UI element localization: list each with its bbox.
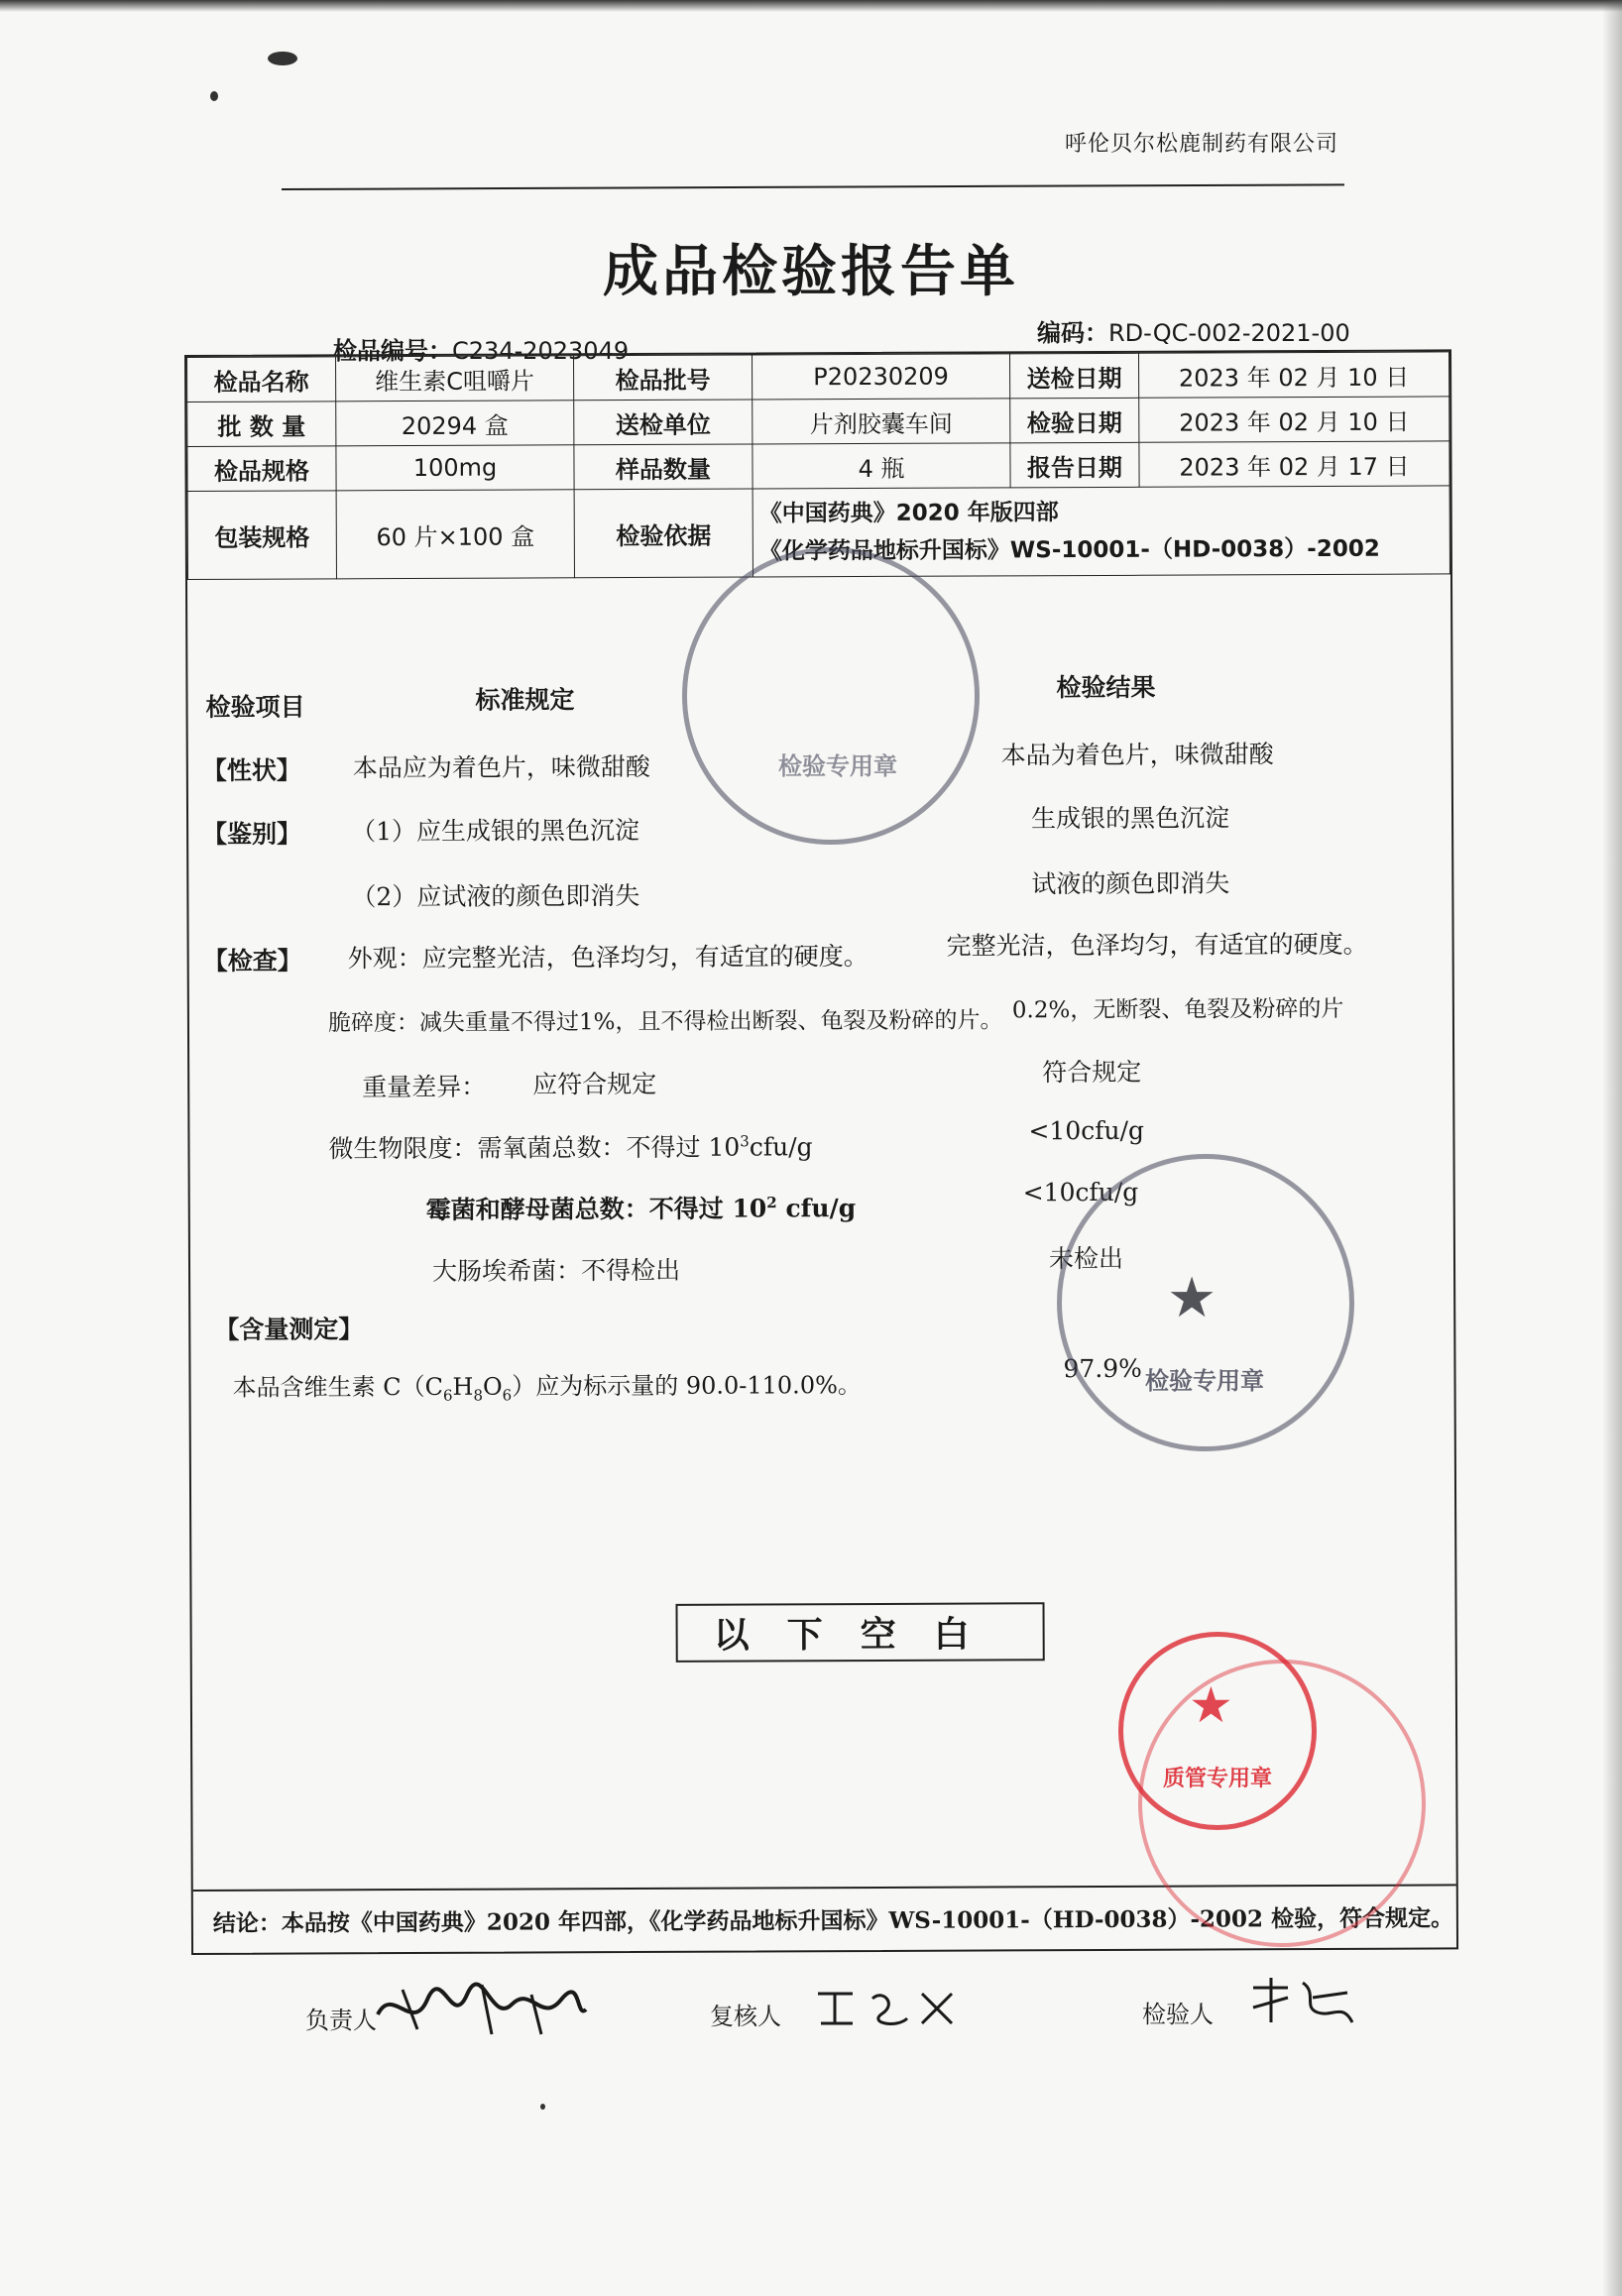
document-code-label: 编码： — [1037, 319, 1108, 347]
header-rule — [282, 183, 1344, 190]
submit-date-value: 2023 年 02 月 10 日 — [1139, 352, 1449, 398]
inspection-number-label: 检品编号： — [333, 337, 452, 365]
microbial-unit: cfu/g — [749, 1132, 813, 1162]
weight-variation-standard: 应符合规定 — [532, 1069, 657, 1099]
submit-date-label: 送检日期 — [1010, 353, 1139, 399]
sample-quantity-value: 4 瓶 — [753, 443, 1010, 489]
basis-line-1: 《中国药典》2020 年版四部 — [758, 500, 1059, 527]
scan-speck — [540, 2104, 545, 2110]
weight-variation-result: 符合规定 — [1042, 1057, 1142, 1088]
submit-unit-label: 送检单位 — [574, 400, 753, 445]
basis-label: 检验依据 — [574, 489, 753, 578]
inspection-stamp — [682, 547, 980, 845]
column-item: 检验项目 — [205, 692, 305, 722]
spec-label: 检品规格 — [187, 446, 336, 492]
appearance-check-result: 完整光洁，色泽均匀，有适宜的硬度。 — [946, 929, 1368, 961]
appearance-label: 【性状】 — [201, 755, 301, 785]
quality-stamp-outer-ring — [1138, 1660, 1426, 1947]
column-standard: 标准规定 — [475, 685, 575, 715]
product-name-label: 检品名称 — [187, 357, 336, 402]
report-date-label: 报告日期 — [1010, 442, 1139, 488]
mold-yeast-unit: cfu/g — [776, 1194, 857, 1223]
assay-subscript: 6 — [502, 1386, 513, 1405]
ecoli-standard: 大肠埃希菌：不得检出 — [431, 1255, 681, 1286]
inspection-stamp-2-text: 检验专用章 — [1145, 1367, 1264, 1395]
inspector-label: 检验人 — [1142, 2001, 1214, 2028]
microbial-result: <10cfu/g — [1028, 1115, 1145, 1146]
document-code — [1037, 313, 1350, 348]
reviewer-signature — [813, 1979, 972, 2038]
assay-label: 【含量测定】 — [214, 1315, 364, 1344]
conclusion: 结论：本品按《中国药典》2020 年四部，《化学药品地标升国标》WS-10001-（HD-0038）-2002 检验，符合规定。 — [212, 1904, 1454, 1937]
microbial-standard-text: 微生物限度：需氧菌总数：不得过 10 — [328, 1132, 741, 1164]
package-value: 60 片×100 盒 — [336, 490, 574, 579]
mold-yeast-standard — [426, 1189, 857, 1226]
assay-subscript: 8 — [473, 1386, 484, 1405]
inspection-stamp-2 — [1057, 1154, 1354, 1451]
inspect-date-label: 检验日期 — [1010, 398, 1139, 443]
mold-yeast-result: <10cfu/g — [1022, 1177, 1139, 1207]
scan-speck — [268, 52, 297, 65]
scan-top-edge — [0, 0, 1622, 12]
microbial-standard — [328, 1127, 812, 1165]
submit-unit-value: 片剂胶囊车间 — [753, 399, 1010, 444]
microbial-exponent: 3 — [740, 1132, 750, 1151]
quantity-value: 20294 盒 — [336, 401, 574, 446]
check-label: 【检查】 — [202, 946, 302, 976]
appearance-standard: 本品应为着色片，味微甜酸 — [352, 751, 650, 783]
scan-speck — [210, 91, 218, 101]
assay-result: 97.9% — [1063, 1353, 1142, 1384]
product-name-value: 维生素C咀嚼片 — [336, 356, 574, 402]
weight-variation-label: 重量差异： — [362, 1072, 487, 1102]
assay-standard-text: 本品含维生素 C（C — [232, 1372, 443, 1402]
batch-number-label: 检品批号 — [574, 355, 753, 401]
report-title: 成品检验报告单 — [603, 240, 1019, 304]
star-icon: ★ — [1167, 1266, 1217, 1330]
identification-1-result: 生成银的黑色沉淀 — [1030, 803, 1230, 834]
column-result: 检验结果 — [1056, 672, 1156, 703]
document-code-value: RD-QC-002-2021-00 — [1108, 319, 1350, 347]
blank-below-mark: 以下空白 — [676, 1602, 1045, 1663]
mold-yeast-standard-text: 霉菌和酵母菌总数：不得过 10 — [425, 1194, 767, 1224]
responsible-person-label: 负责人 — [305, 2007, 377, 2034]
inspection-stamp-text: 检验专用章 — [778, 752, 897, 780]
assay-standard-suffix: ）应为标示量的 90.0-110.0%。 — [512, 1371, 862, 1401]
inspection-number-value: C234-2023049 — [452, 337, 630, 365]
identification-2-standard: （2）应试液的颜色即消失 — [351, 881, 640, 912]
assay-subscript: 6 — [442, 1386, 453, 1405]
batch-number-value: P20230209 — [753, 354, 1010, 400]
inspect-date-value: 2023 年 02 月 10 日 — [1139, 397, 1449, 442]
identification-label: 【鉴别】 — [202, 819, 302, 849]
ecoli-result: 未检出 — [1048, 1243, 1124, 1274]
identification-2-result: 试液的颜色即消失 — [1031, 868, 1230, 899]
appearance-check-standard: 外观：应完整光洁，色泽均匀，有适宜的硬度。 — [347, 941, 869, 974]
assay-formula-part: O — [482, 1372, 503, 1401]
inspector-signature — [1243, 1973, 1362, 2032]
appearance-result: 本品为着色片，味微甜酸 — [1000, 740, 1274, 770]
package-label: 包装规格 — [187, 491, 336, 580]
quality-stamp-text: 质管专用章 — [1163, 1767, 1273, 1791]
reviewer-label: 复核人 — [710, 2003, 781, 2030]
quantity-label: 批 数 量 — [187, 402, 336, 447]
spec-value: 100mg — [336, 445, 574, 491]
mold-yeast-exponent: 2 — [766, 1194, 777, 1212]
scan-right-edge — [1602, 0, 1622, 2296]
company-name: 呼伦贝尔松鹿制药有限公司 — [1064, 132, 1338, 157]
friability-result: 0.2%，无断裂、龟裂及粉碎的片 — [1011, 995, 1344, 1024]
star-icon: ★ — [1189, 1676, 1233, 1734]
sample-quantity-label: 样品数量 — [574, 444, 753, 490]
assay-standard — [232, 1365, 861, 1406]
assay-formula-part: H — [452, 1372, 474, 1401]
friability-standard: 脆碎度：减失重量不得过1%，且不得检出断裂、龟裂及粉碎的片。 — [327, 1007, 1003, 1037]
identification-1-standard: （1）应生成银的黑色沉淀 — [351, 816, 640, 847]
report-date-value: 2023 年 02 月 17 日 — [1139, 441, 1449, 487]
responsible-person-signature — [373, 1975, 591, 2044]
basis-line-2: 《化学药品地标升国标》WS-10001-（HD-0038）-2002 — [758, 535, 1380, 565]
